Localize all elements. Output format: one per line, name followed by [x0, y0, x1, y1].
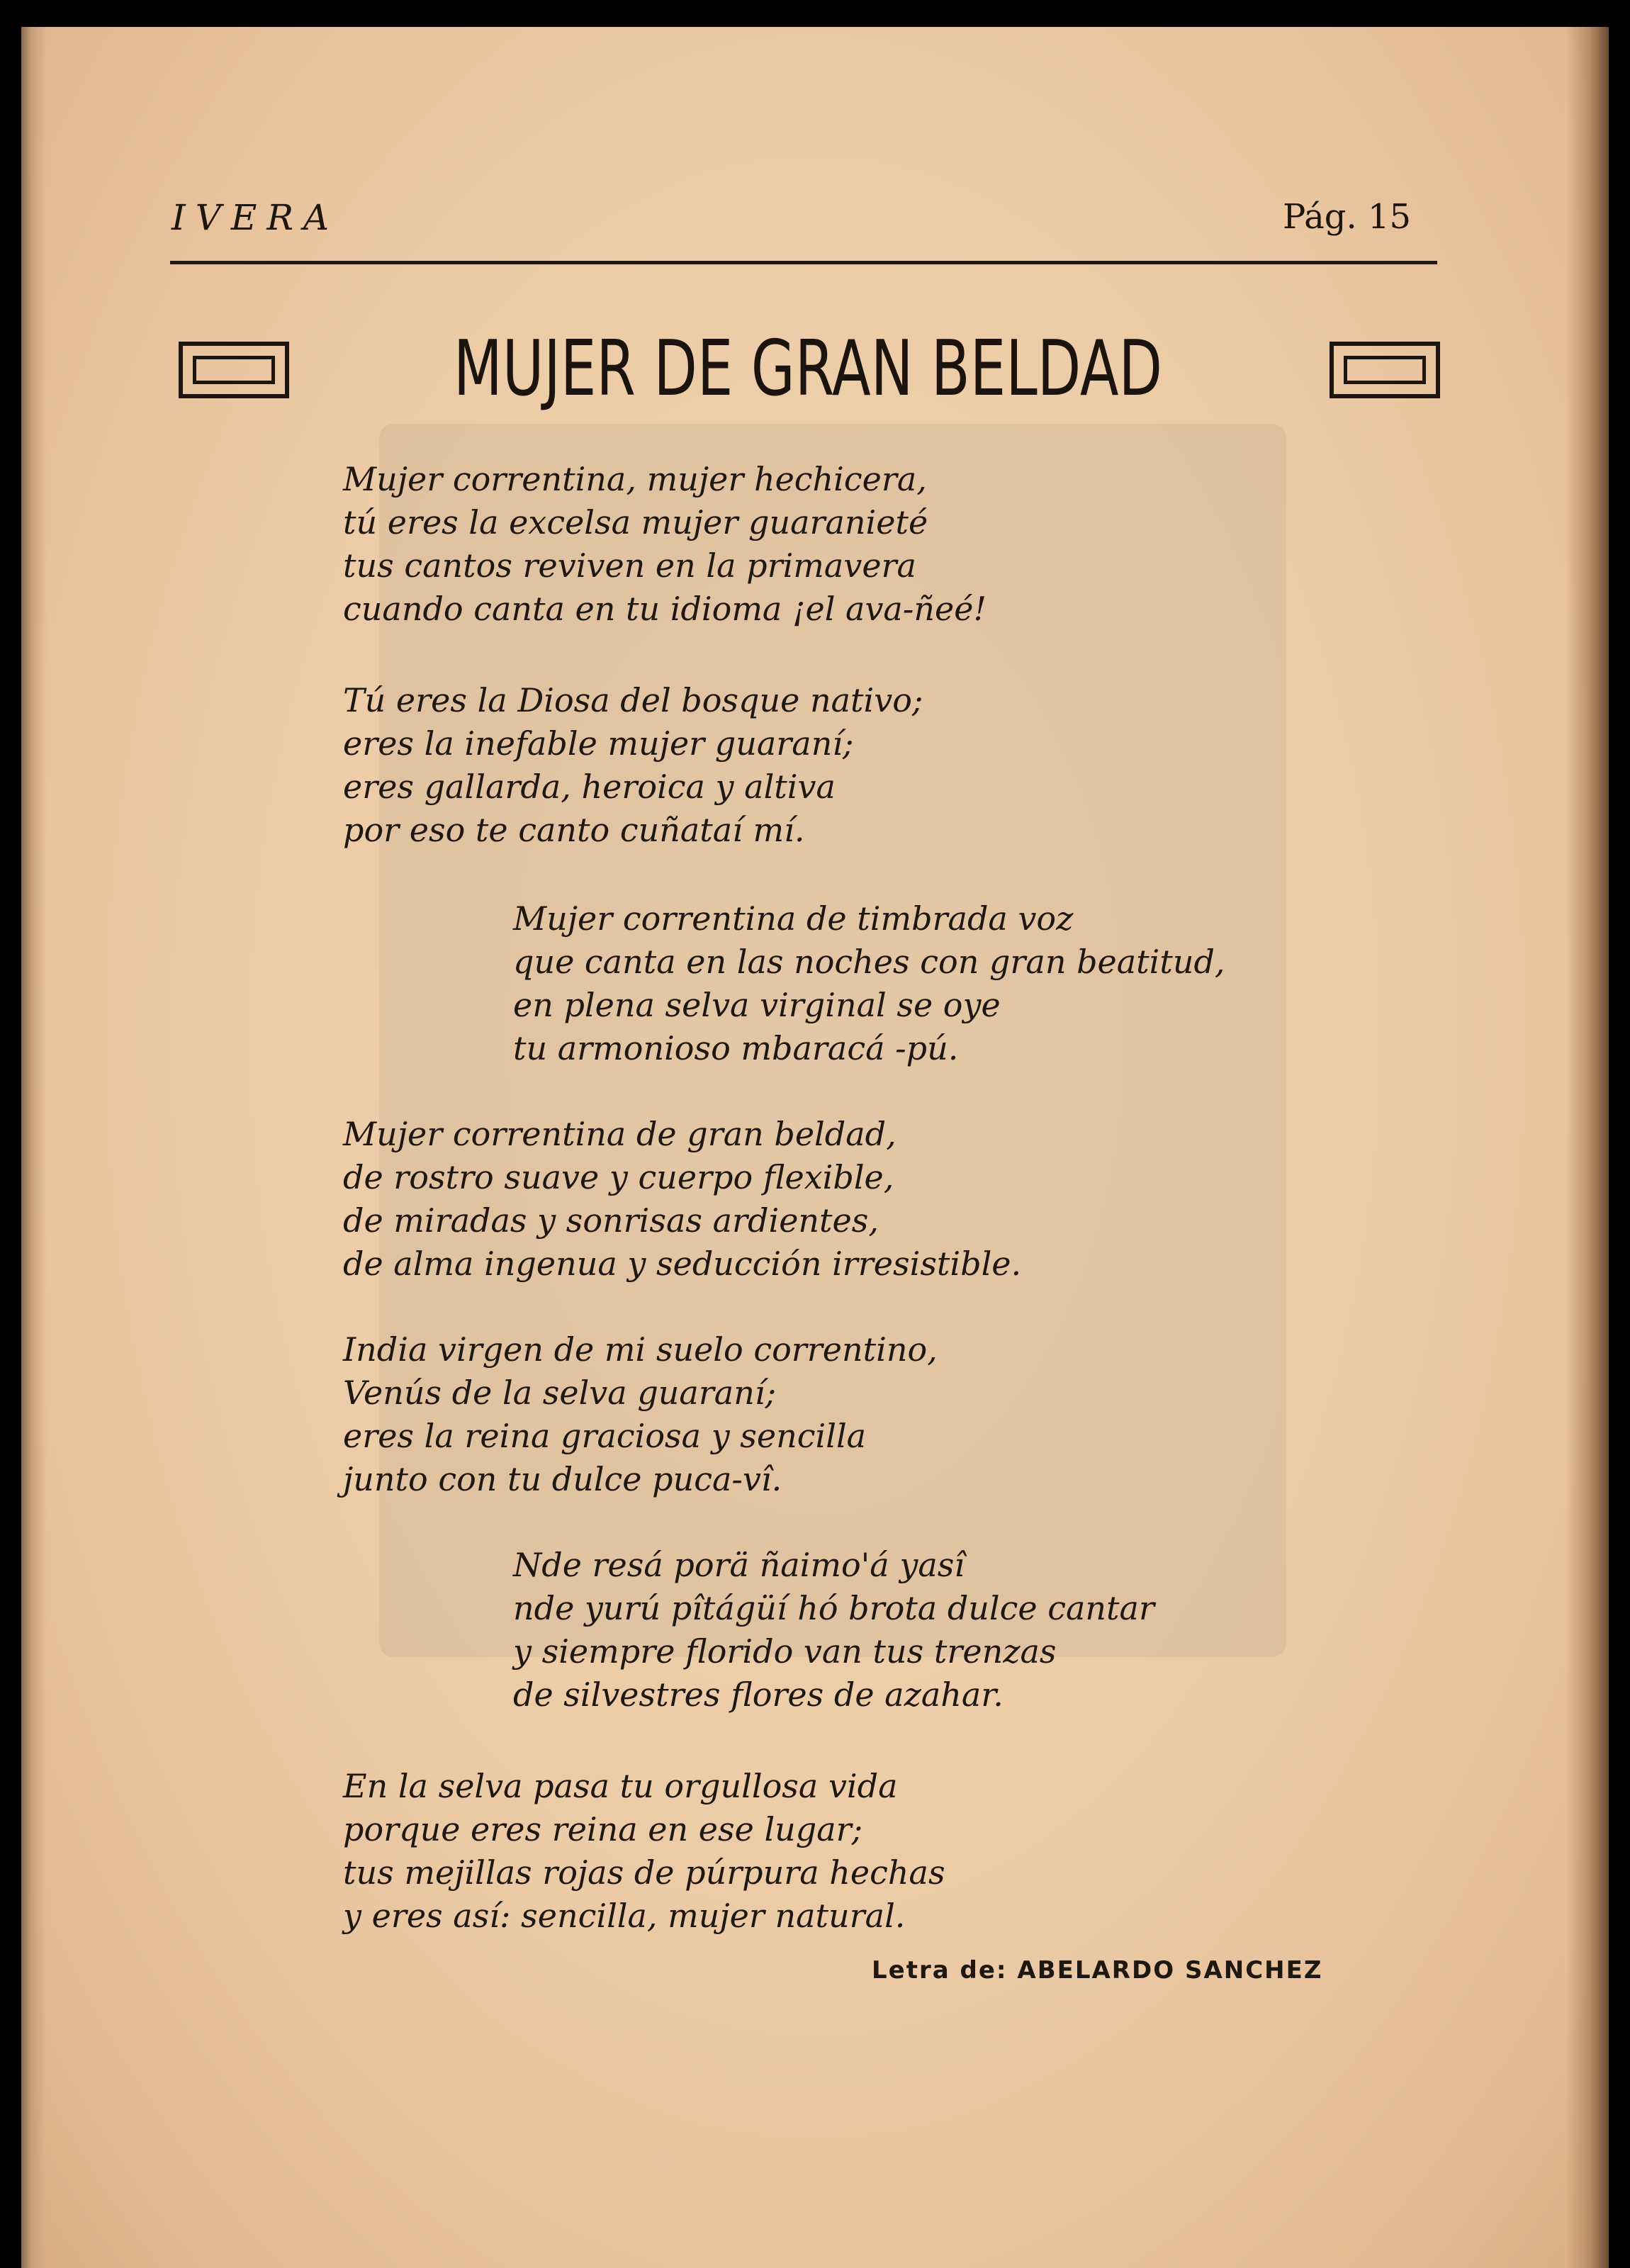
verse-line: tus cantos reviven en la primavera: [343, 546, 916, 585]
verse-line: de alma ingenua y seducción irresistible.: [343, 1245, 1022, 1283]
page-number: Pág. 15: [1283, 197, 1412, 237]
verse-line: Mujer correntina de gran beldad,: [343, 1115, 896, 1153]
header-rule: [170, 261, 1437, 264]
stanza-6: [513, 1544, 1154, 1717]
verse-line: por eso te canto cuñataí mí.: [343, 811, 805, 849]
verse-line: eres la inefable mujer guaraní;: [343, 724, 854, 763]
verse-line: Venús de la selva guaraní;: [343, 1374, 777, 1412]
page-edge: [1566, 27, 1609, 2268]
verse-line: cuando canta en tu idioma ¡el ava-ñeé!: [343, 590, 987, 628]
verse-line: y eres así: sencilla, mujer natural.: [343, 1897, 906, 1935]
verse-line: tu armonioso mbaracá -pú.: [513, 1029, 959, 1067]
verse-line: En la selva pasa tu orgullosa vida: [343, 1767, 898, 1805]
credit-author: ABELARDO SANCHEZ: [1017, 1956, 1323, 1984]
verse-line: y siempre florido van tus trenzas: [513, 1632, 1057, 1671]
poem-title: MUJER DE GRAN BELDAD: [453, 325, 1163, 413]
credit-prefix: Letra de:: [872, 1956, 1008, 1984]
verse-line: eres la reina graciosa y sencilla: [343, 1417, 867, 1455]
verse-line: tus mejillas rojas de púrpura hechas: [343, 1853, 945, 1892]
stanza-3: [513, 897, 1225, 1070]
journal-name: IVERA: [172, 197, 339, 238]
right-ornament-icon: [1330, 342, 1440, 398]
stanza-4: [343, 1113, 1021, 1286]
stanza-1: [343, 458, 987, 631]
verse-line: de rostro suave y cuerpo flexible,: [343, 1158, 894, 1196]
stanza-2: [343, 679, 923, 852]
verse-line: Nde resá porä ñaimo'á yasî: [513, 1546, 965, 1584]
verse-line: de miradas y sonrisas ardientes,: [343, 1201, 879, 1240]
stanza-5: [343, 1328, 938, 1501]
verse-line: tú eres la excelsa mujer guaranieté: [343, 503, 928, 541]
verse-line: Mujer correntina, mujer hechicera,: [343, 460, 927, 498]
verse-line: India virgen de mi suelo correntino,: [343, 1330, 938, 1369]
verse-line: Mujer correntina de timbrada voz: [513, 899, 1074, 938]
verse-line: que canta en las noches con gran beatitud,: [513, 943, 1225, 981]
author-credit: [872, 1956, 1323, 1984]
verse-line: en plena selva virginal se oye: [513, 986, 1001, 1024]
left-ornament-icon: [179, 342, 289, 398]
verse-line: de silvestres flores de azahar.: [513, 1675, 1004, 1714]
verse-line: junto con tu dulce puca-vî.: [343, 1460, 782, 1498]
verse-line: eres gallarda, heroica y altiva: [343, 768, 836, 806]
verse-line: nde yurú pîtágüí hó brota dulce cantar: [513, 1589, 1154, 1627]
spine-shadow: [21, 27, 47, 2268]
verse-line: porque eres reina en ese lugar;: [343, 1810, 863, 1848]
verse-line: Tú eres la Diosa del bosque nativo;: [343, 681, 923, 719]
stanza-7: [343, 1765, 945, 1938]
